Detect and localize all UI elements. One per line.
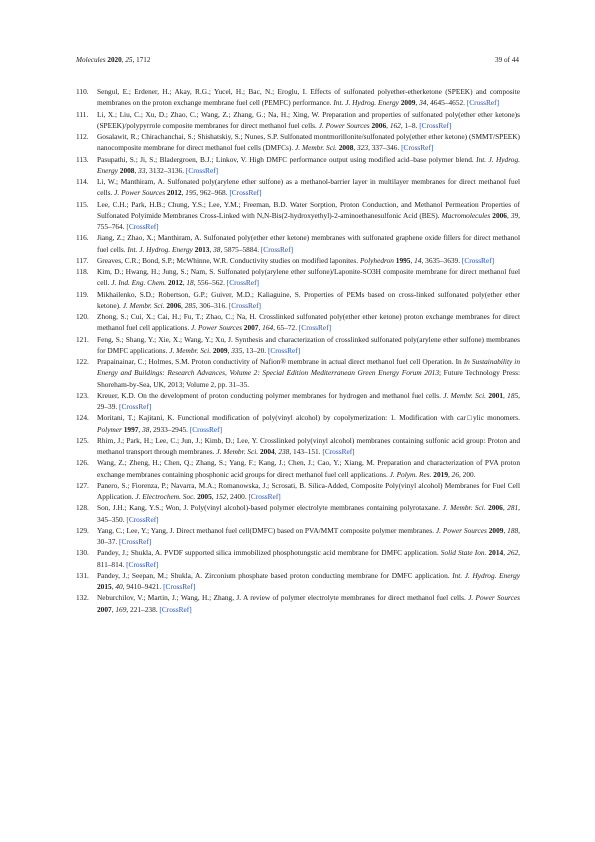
reference-year: 2009 <box>212 345 228 355</box>
reference-text: , 29–39. <box>97 390 521 411</box>
reference-item <box>76 390 520 413</box>
reference-text: , 221–238. <box>126 604 160 614</box>
reference-item <box>76 109 520 132</box>
reference-text: Yang, C.; Lee, Y.; Yang, J. Direct methanol fuel cell(DMFC) based on PVA/MMT composite polymer membranes. <box>97 525 436 535</box>
reference-text: , <box>181 188 186 198</box>
reference-number: 130. <box>76 548 89 558</box>
reference-text: , <box>447 469 452 479</box>
reference-text: , <box>182 278 187 288</box>
reference-text: , 9410–9421. <box>122 582 164 591</box>
journal-citation: Molecules 2020, 25, 1712 <box>76 56 151 64</box>
reference-item <box>76 435 520 458</box>
reference-journal: 335 <box>231 345 243 355</box>
reference-journal: 38 <box>142 424 150 434</box>
reference-year: 2012 <box>168 278 183 288</box>
reference-year: 2001 <box>488 390 503 400</box>
reference-number: 119. <box>76 289 89 299</box>
reference-text: , <box>258 323 263 333</box>
reference-year: 2009 <box>400 98 416 108</box>
reference-text: , 3132–3136. <box>145 165 186 175</box>
reference-text: , <box>134 165 139 175</box>
reference-item <box>76 255 520 266</box>
reference-text: Mikhailenko, S.D.; Robertson, G.P.; Guiver, M.D.; Kaliaguine, S. Properties of PEMs based on cross-linked sulfonated poly(ether ether ketone). <box>97 289 520 310</box>
reference-text: , <box>227 345 232 355</box>
reference-text: , 556–562. <box>193 278 227 288</box>
reference-text: , 13–20. <box>242 345 268 355</box>
reference-journal: J. Membr. Sci. <box>295 143 337 153</box>
reference-journal: 262 <box>507 548 519 558</box>
reference-text: ; Future Technology Press: Shoreham-by-Sea, UK, 2013; Volume 2, pp. 31–35. <box>97 368 520 389</box>
reference-text: , 4645–4652. <box>426 98 467 108</box>
crossref-link[interactable]: [CrossRef] <box>229 188 262 198</box>
reference-number: 111. <box>76 109 89 119</box>
reference-text: , 5875–5884. <box>220 244 261 254</box>
reference-year: 2008 <box>119 165 135 175</box>
reference-text: , 811–814. <box>97 548 520 569</box>
reference-year: 2006 <box>488 503 503 513</box>
crossref-link[interactable]: [CrossRef] <box>159 604 192 614</box>
reference-year: 2006 <box>492 210 507 220</box>
reference-text: , <box>211 492 216 501</box>
reference-number: 131. <box>76 570 89 580</box>
reference-journal: Int. J. Hydrog. Energy <box>452 570 520 580</box>
reference-journal: 34 <box>419 98 427 108</box>
reference-text: , <box>503 390 508 400</box>
reference-item <box>76 525 520 548</box>
reference-journal: J. Membr. Sci. <box>122 300 165 310</box>
crossref-link[interactable]: [CrossRef] <box>226 278 259 288</box>
reference-text: , <box>353 143 358 153</box>
reference-journal: 38 <box>213 244 221 254</box>
reference-item <box>76 480 520 503</box>
reference-text: Gosalawit, R.; Chirachanchai, S.; Shishatskiy, S.; Nunes, S.P. Sulfonated montmorillonite/sulfonated poly(ether ether ketone) (SMMT/SPEEK) nanocomposite membrane for direct methanol fuel cells (DMFCs). <box>97 132 520 153</box>
reference-text: Feng, S.; Shang, Y.; Xie, X.; Wang, Y.; Xu, J. Synthesis and characterization of crosslinked sulfonated poly(arylene ether sulfone) membranes for DMFC applications. <box>97 334 520 355</box>
reference-number: 125. <box>76 435 89 445</box>
reference-item <box>76 266 520 289</box>
crossref-link[interactable]: [CrossRef] <box>401 143 434 153</box>
reference-journal: 162 <box>389 120 401 130</box>
reference-year: 2015 <box>97 582 112 591</box>
reference-item <box>76 356 520 390</box>
crossref-link[interactable]: [CrossRef] <box>298 323 332 333</box>
reference-text: , 755–764. <box>97 210 520 231</box>
reference-journal: 18 <box>186 278 194 288</box>
reference-number: 124. <box>76 413 89 423</box>
reference-journal: 39 <box>510 210 519 220</box>
crossref-link[interactable]: [CrossRef] <box>119 402 152 411</box>
reference-text: , <box>111 582 116 591</box>
reference-journal: Polymer <box>97 424 122 434</box>
reference-text: Li, X.; Liu, C.; Xu, D.; Zhao, C.; Wang, Z.; Zhang, G.; Na, H.; Xing, W. Preparation and properties of sulfonated poly(ether ether ketone)s (SPEEK)/polypyrrole composite membranes for direct methanol fuel cells. <box>97 109 520 130</box>
reference-number: 123. <box>76 390 89 400</box>
reference-text: Li, W.; Manthiram, A. Sulfonated poly(arylene ether sulfone) as a methanol-barrier layer in multilayer membranes for direct methanol fuel cells. <box>97 177 520 198</box>
reference-journal: 14 <box>414 255 422 265</box>
crossref-link[interactable]: [CrossRef] <box>461 255 495 265</box>
reference-item <box>76 547 520 570</box>
crossref-link[interactable]: [CrossRef] <box>126 514 159 524</box>
reference-text: , 306–316. <box>195 300 229 310</box>
reference-text: Kim, D.; Hwang, H.; Jung, S.; Nam, S. Sulfonated poly(arylene ether sulfone)/Laponite-SO3H composite membrane for direct methanol fuel cell. <box>97 267 520 288</box>
reference-year: 2004 <box>259 447 275 456</box>
reference-year: 1997 <box>123 424 139 434</box>
reference-journal: J. Power Sources <box>114 188 166 198</box>
crossref-link[interactable]: [CrossRef] <box>228 300 262 310</box>
crossref-link[interactable]: [CrossRef] <box>189 424 223 434</box>
crossref-link[interactable]: [CrossRef] <box>119 537 152 546</box>
crossref-link[interactable]: [CrossRef] <box>322 447 355 456</box>
reference-item <box>76 334 520 357</box>
reference-text: Moritani, T.; Kajitani, K. Functional modification of poly(vinyl alcohol) by copolymerization: 1. Modification with car□ylic monomers. <box>97 413 520 423</box>
reference-text: , <box>138 424 143 434</box>
reference-journal: 164 <box>262 323 274 333</box>
reference-number: 129. <box>76 525 89 535</box>
reference-item <box>76 176 520 199</box>
reference-journal: Macromolecules <box>441 210 491 220</box>
reference-year: 2014 <box>488 548 504 558</box>
reference-number: 126. <box>76 458 89 468</box>
reference-item <box>76 199 520 233</box>
reference-number: 116. <box>76 233 89 243</box>
crossref-link[interactable]: [CrossRef] <box>260 244 294 254</box>
reference-item <box>76 592 520 615</box>
reference-year: 2019 <box>433 469 448 479</box>
reference-text: Pandey, J.; Shukla, A. PVDF supported silica immobilized phosphotungstic acid membrane for DMFC application. <box>97 548 441 558</box>
reference-journal: 26 <box>451 469 459 479</box>
reference-journal: 33 <box>138 165 146 175</box>
reference-number: 122. <box>76 357 89 366</box>
reference-journal: 40 <box>115 582 123 591</box>
reference-item <box>76 570 520 593</box>
reference-item <box>76 412 520 435</box>
reference-journal: 185 <box>507 390 519 400</box>
reference-list <box>76 86 520 615</box>
reference-number: 121. <box>76 334 89 344</box>
page-header <box>76 56 519 65</box>
reference-year: 2009 <box>488 525 504 535</box>
reference-number: 117. <box>76 255 89 265</box>
reference-journal: J. Polym. Res. <box>389 469 432 479</box>
reference-text: , <box>503 525 508 535</box>
reference-item <box>76 154 520 177</box>
page-number: 39 of 44 <box>495 56 519 64</box>
reference-journal: J. Power Sources <box>435 525 487 535</box>
reference-journal: 188 <box>507 525 519 535</box>
reference-text: , <box>415 98 420 108</box>
reference-text: Zhong, S.; Cui, X.; Cai, H.; Fu, T.; Zhao, C.; Na, H. Crosslinked sulfonated poly(ether ether ketone) proton exchange membranes for direct methanol fuel cell applications. <box>97 312 520 333</box>
reference-year: 2006 <box>371 120 387 130</box>
reference-journal: J. Membr. Sci. <box>442 503 486 513</box>
reference-number: 118. <box>76 267 89 276</box>
reference-text: , 1–8. <box>400 120 420 130</box>
reference-text: Rhim, J.; Park, H.; Lee, C.; Jun, J.; Kimb, D.; Lee, Y. Crosslinked poly(vinyl alcohol) membranes containing sulfonic acid group: Proton and methanol transport through membranes. <box>97 435 520 456</box>
reference-text: , 143–151. <box>289 447 323 456</box>
reference-text: , 337–346. <box>368 143 402 153</box>
crossref-link[interactable]: [CrossRef] <box>466 98 500 108</box>
reference-text: Pandey, J.; Seepan, M.; Shukla, A. Zirconium phosphate based proton conducting membrane for DMFC application. <box>97 570 453 580</box>
crossref-link[interactable]: [CrossRef] <box>419 120 452 130</box>
reference-year: 1995 <box>395 255 411 265</box>
reference-journal: J. Power Sources <box>318 120 370 130</box>
reference-journal: J. Membr. Sci. <box>443 390 486 400</box>
crossref-link[interactable]: [CrossRef] <box>185 165 219 175</box>
reference-text: , <box>410 255 415 265</box>
reference-text: Wang, Z.; Zheng, H.; Chen, Q.; Zhang, S.; Yang, F.; Kang, J.; Chen, J.; Cao, Y.; Xiang, M. Preparation and characterization of PVA proton exchange membranes containing phosphonic acid groups for direct methanol fuel cell applications. <box>97 458 520 479</box>
reference-year: 2005 <box>197 492 212 501</box>
reference-text: Greaves, C.R.; Bond, S.P.; McWhinne, W.R. Conductivity studies on modified laponites. <box>97 255 360 265</box>
reference-journal: J. Electrochem. Soc. <box>135 492 196 501</box>
reference-item <box>76 457 520 480</box>
reference-year: 2008 <box>338 143 354 153</box>
reference-journal: 323 <box>357 143 369 153</box>
reference-text: , 2400. <box>226 492 249 501</box>
reference-year: 2012 <box>166 188 182 198</box>
reference-number: 112. <box>76 132 89 141</box>
reference-text: Jiang, Z.; Zhao, X.; Manthiram, A. Sulfonated poly(ether ether ketone) membranes with sulfonated graphene oxide fillers for direct methanol fuel cells. <box>97 233 520 254</box>
reference-text: , 65–72. <box>273 323 299 333</box>
reference-text: , <box>506 210 511 220</box>
reference-text: , <box>181 300 185 310</box>
crossref-link[interactable]: [CrossRef] <box>126 559 159 569</box>
reference-text: , <box>209 244 214 254</box>
reference-text: Prapainainar, C.; Holmes, S.M. Proton conductivity of Nafion® membrane in actual direct methanol fuel cell Operation. In <box>97 357 464 366</box>
reference-year: 2007 <box>243 323 259 333</box>
reference-journal: Polyhedron <box>359 255 394 265</box>
reference-text: Kreuer, K.D. On the development of proton conducting polymer membranes for hydrogen and methanol fuel cells. <box>97 390 444 400</box>
crossref-link[interactable]: [CrossRef] <box>267 345 301 355</box>
reference-text: , 345–350. <box>97 503 521 524</box>
reference-text: , <box>386 120 390 130</box>
reference-item <box>76 131 520 154</box>
reference-journal: 195 <box>185 188 197 198</box>
journal-volume: 25 <box>125 56 133 64</box>
reference-text: Lee, C.H.; Park, H.B.; Chung, Y.S.; Lee, Y.M.; Freeman, B.D. Water Sorption, Proton Conduction, and Methanol Permeation Properties of Sulfonated Polyimide Membranes Cross-Linked with N,N-Bis(2-hydroxyethyl)-2-aminoethanesulfonic Acid (BES). <box>97 199 520 220</box>
reference-text: Pasupathi, S.; Ji, S.; Bladergroen, B.J.; Linkov, V. High DMFC performance output using modified acid–base polymer blend. <box>97 154 477 164</box>
reference-journal: J. Membr. Sci. <box>169 345 212 355</box>
reference-text: , <box>503 548 508 558</box>
reference-text: , <box>274 447 279 456</box>
reference-text: , 962–968. <box>196 188 230 198</box>
reference-text: , 200. <box>459 469 476 479</box>
reference-number: 128. <box>76 503 89 513</box>
reference-journal: Int. J. Hydrog. Energy <box>97 154 520 175</box>
article-number: 1712 <box>136 56 151 64</box>
reference-journal: J. Ind. Eng. Chem. <box>111 278 167 288</box>
reference-year: 2007 <box>97 604 112 614</box>
reference-journal: Int. J. Hydrog. Energy <box>127 244 193 254</box>
reference-item <box>76 311 520 334</box>
reference-item <box>76 232 520 255</box>
reference-journal: J. Membr. Sci. <box>216 447 259 456</box>
reference-number: 113. <box>76 154 89 164</box>
reference-text: Son, J.H.; Kang, Y.S.; Won, J. Poly(vinyl alcohol)-based polymer electrolyte membranes containing polyrotaxane. <box>97 503 443 513</box>
reference-journal: J. Power Sources <box>468 593 520 603</box>
reference-journal: Int. J. Hydrog. Energy <box>333 98 399 108</box>
reference-journal: 285 <box>184 300 196 310</box>
reference-journal: J. Power Sources <box>191 323 242 333</box>
reference-number: 120. <box>76 312 89 321</box>
reference-number: 115. <box>76 199 89 209</box>
journal-year: 2020 <box>107 56 122 64</box>
reference-text: Neburchilov, V.; Martin, J.; Wang, H.; Zhang, J. A review of polymer electrolyte membranes for direct methanol fuel cells. <box>97 593 469 603</box>
crossref-link[interactable]: [CrossRef] <box>126 222 159 231</box>
reference-number: 127. <box>76 480 89 490</box>
reference-number: 114. <box>76 177 89 186</box>
reference-journal: In Sustainability in Energy and Buildings: Research Advances, Volume 2: Special Edition Mediterranean Green Energy Forum 2013 <box>97 357 520 378</box>
reference-text: , 30–37. <box>97 525 520 546</box>
reference-item <box>76 502 520 525</box>
reference-journal: 152 <box>215 492 227 501</box>
reference-year: 2006 <box>166 300 182 310</box>
reference-item <box>76 86 520 109</box>
reference-text: , 3635–3639. <box>421 255 462 265</box>
crossref-link[interactable]: [CrossRef] <box>163 582 196 591</box>
reference-journal: 281 <box>507 503 519 513</box>
reference-year: 2013 <box>194 244 210 254</box>
journal-name: Molecules <box>76 56 106 64</box>
reference-number: 132. <box>76 593 89 603</box>
reference-journal: 169 <box>115 604 127 614</box>
reference-text: Panero, S.; Fiorenza, P.; Navarra, M.A.; Romanowska, J.; Scrosati, B. Silica-Added, Composite Poly(vinyl alcohol) Membranes for Fuel Cell Application. <box>97 480 520 501</box>
reference-number: 110. <box>76 87 89 96</box>
crossref-link[interactable]: [CrossRef] <box>248 492 281 501</box>
reference-journal: 238 <box>278 447 290 456</box>
reference-journal: Solid State Ion. <box>440 548 487 558</box>
reference-item <box>76 289 520 312</box>
reference-text: , 2933–2945. <box>149 424 190 434</box>
reference-text: , <box>111 604 116 614</box>
reference-text: Sengul, E.; Erdener, H.; Akay, R.G.; Yucel, H.; Bac, N.; Eroglu, I. Effects of sulfonated polyether-etherketone (SPEEK) and composite membranes on the proton exchange membrane fuel cell (PEMFC) performance. <box>97 87 520 108</box>
reference-text: , <box>502 503 508 513</box>
